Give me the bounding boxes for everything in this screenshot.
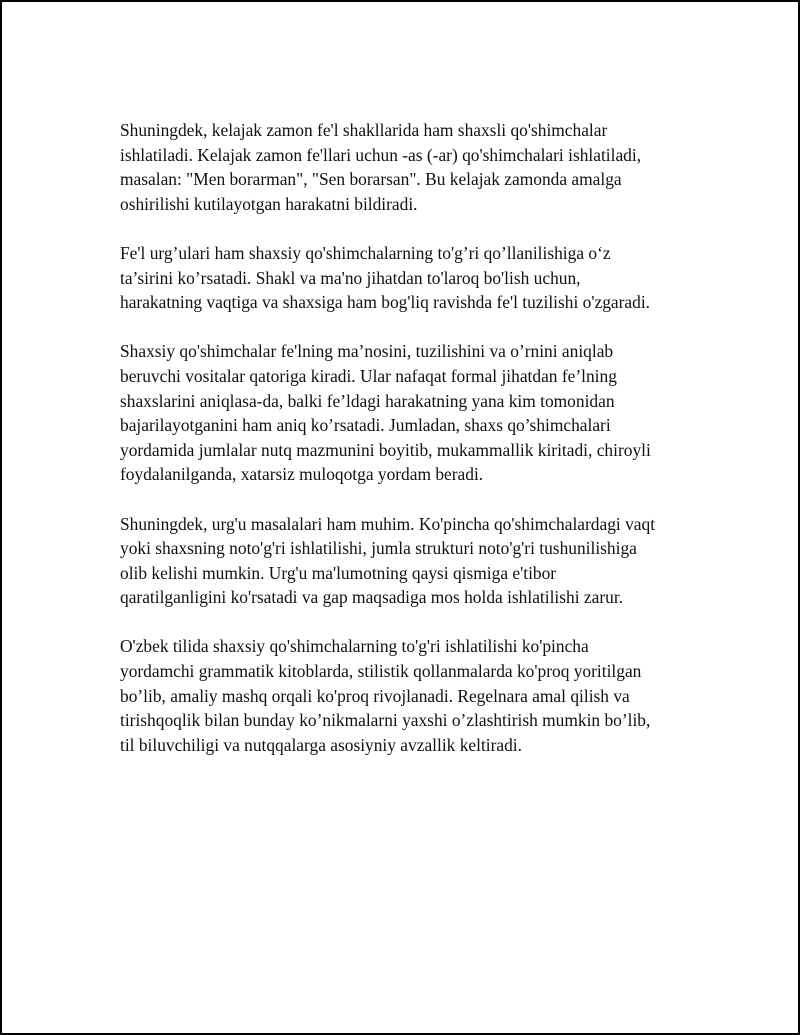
text-line: ta’sirini ko’rsatadi. Shakl va ma'no jihatdan to'laroq bo'lish uchun, <box>120 267 581 288</box>
text-line: O'zbek tilida shaxsiy qo'shimchalarning to'g'ri ishlatilishi ko'pincha <box>120 636 589 657</box>
text-line: harakatning vaqtiga va shaxsiga ham bog'liq ravishda fe'l tuzilishi o'zgaradi. <box>120 292 650 313</box>
paragraph-2 <box>120 241 710 315</box>
text-line: masalan: "Men borarman", "Sen borarsan". Bu kelajak zamonda amalga <box>120 169 622 190</box>
paragraph-1 <box>120 118 710 216</box>
text-line: yordamchi grammatik kitoblarda, stilistik qollanmalarda ko'proq yoritilgan <box>120 661 642 682</box>
text-line: Shuningdek, kelajak zamon fe'l shakllarida ham shaxsli qo'shimchalar <box>120 120 608 140</box>
text-line: beruvchi vositalar qatoriga kiradi. Ular nafaqat formal jihatdan fe’lning <box>120 365 617 386</box>
text-line: yordamida jumlalar nutq mazmunini boyitib, mukammallik kiritadi, chiroyli <box>120 439 651 460</box>
text-line: til biluvchiligi va nutqqalarga asosiyniy avzallik keltiradi. <box>120 734 522 755</box>
text-line: qaratilganligini ko'rsatadi va gap maqsadiga mos holda ishlatilishi zarur. <box>120 587 623 608</box>
text-line: yoki shaxsning noto'g'ri ishlatilishi, jumla strukturi noto'g'ri tushunilishiga <box>120 538 637 559</box>
document-body <box>120 118 710 782</box>
paragraph-4 <box>120 512 710 610</box>
text-line: shaxslarini aniqlasa-da, balki fe’ldagi harakatning yana kim tomonidan <box>120 390 615 411</box>
text-line: olib kelishi mumkin. Urg'u ma'lumotning qaysi qismiga e'tibor <box>120 562 557 583</box>
paragraph-3 <box>120 339 710 487</box>
text-line: bajarilayotganini ham aniq ko’rsatadi. Jumladan, shaxs qo’shimchalari <box>120 415 611 436</box>
text-line: Shaxsiy qo'shimchalar fe'lning ma’nosini, tuzilishini va o’rnini aniqlab <box>120 341 614 362</box>
paragraph-5 <box>120 634 710 757</box>
text-line: Shuningdek, urg'u masalalari ham muhim. Ko'pincha qo'shimchalardagi vaqt <box>120 513 656 534</box>
text-line: foydalanilganda, xatarsiz muloqotga yordam beradi. <box>120 464 484 485</box>
text-line: ishlatiladi. Kelajak zamon fe'llari uchun -as (-ar) qo'shimchalari ishlatiladi, <box>120 144 642 165</box>
text-line: tirishqoqlik bilan bunday ko’nikmalarni yaxshi o’zlashtirish mumkin bo’lib, <box>120 710 651 731</box>
text-line: oshirilishi kutilayotgan harakatni bildiradi. <box>120 193 418 214</box>
text-line: Fe'l urg’ulari ham shaxsiy qo'shimchalarning to'g’ri qo’llanilishiga o‘z <box>120 242 611 263</box>
text-line: bo’lib, amaliy mashq orqali ko'proq rivojlanadi. Regelnara amal qilish va <box>120 685 630 706</box>
